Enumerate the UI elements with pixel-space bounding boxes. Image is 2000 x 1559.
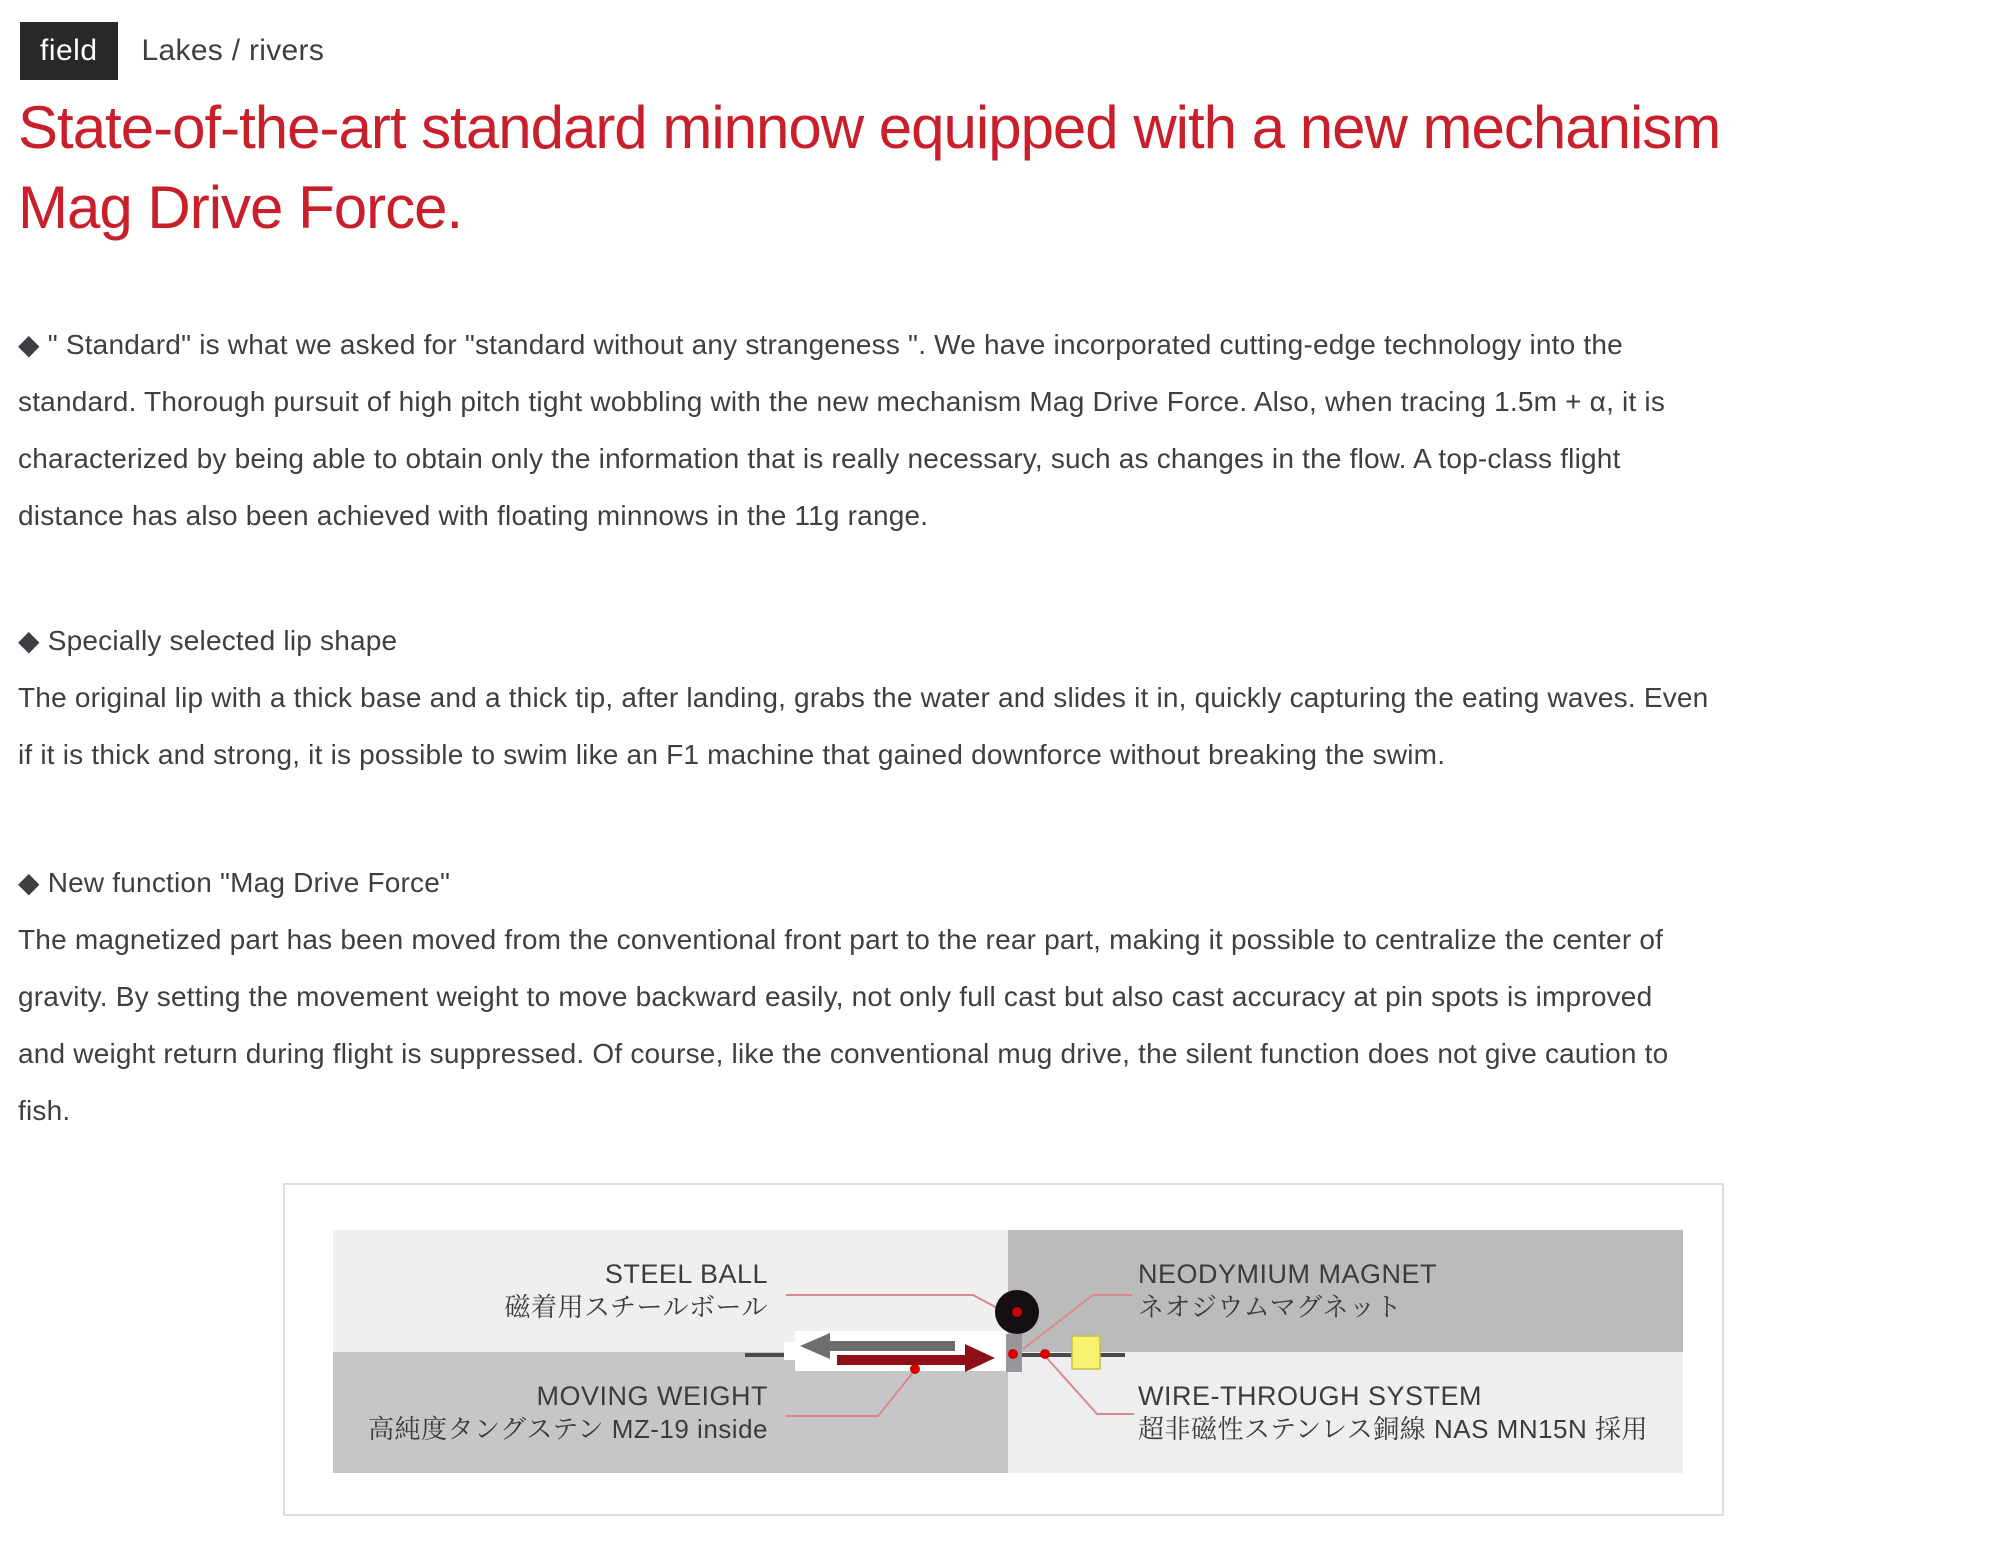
- meta-row: [20, 22, 324, 80]
- label-wire-through: [1138, 1380, 1648, 1446]
- wire-through-label-en: WIRE-THROUGH SYSTEM: [1138, 1381, 1482, 1411]
- wire-dot-1: [1008, 1349, 1018, 1359]
- field-category-label: Lakes / rivers: [141, 34, 325, 67]
- mag-drive-force-figure: [283, 1183, 1724, 1516]
- label-steel-ball: [505, 1258, 768, 1324]
- label-neodymium-magnet: [1138, 1258, 1437, 1324]
- steel-ball-dot: [1012, 1307, 1022, 1317]
- steel-ball-label-jp: 磁着用スチールボール: [504, 1292, 768, 1322]
- steel-ball-label-en: STEEL BALL: [604, 1259, 768, 1289]
- label-moving-weight: [368, 1380, 768, 1446]
- moving-weight-connector-line: [786, 1370, 915, 1416]
- neodymium-magnet-label-en: NEODYMIUM MAGNET: [1138, 1259, 1438, 1289]
- field-badge: field: [20, 22, 118, 80]
- neodymium-magnet-icon: [1072, 1336, 1100, 1369]
- moving-weight-dot: [910, 1364, 920, 1374]
- paragraph-lip-shape: ◆ Specially selected lip shape The original lip with a thick base and a thick tip, after landing, grabs the water and slides it in, quickly capturing the eating waves. Even if it is thick and strong, it is possible to swim like an F1 machine that gained downforce without breaking the swim.: [18, 625, 1709, 770]
- moving-weight-label-en: MOVING WEIGHT: [536, 1381, 768, 1411]
- page-title: State-of-the-art standard minnow equipped with a new mechanism Mag Drive Force.: [18, 94, 1721, 241]
- moving-weight-label-jp: 高純度タングステン MZ-19 inside: [368, 1414, 768, 1444]
- steel-ball-connector-line: [786, 1295, 999, 1309]
- paragraph-standard: ◆ " Standard" is what we asked for "standard without any strangeness ". We have incorporated cutting-edge technology into the standard. Thorough pursuit of high pitch tight wobbling with the new mechanism Mag Drive Force. Also, when tracing 1.5m + α, it is characterized by being able to obtain only the information that is really necessary, such as changes in the flow. A top-class flight distance has also been achieved with floating minnows in the 11g range.: [18, 329, 1666, 531]
- paragraph-mag-drive-force: ◆ New function "Mag Drive Force" The magnetized part has been moved from the conventional front part to the rear part, making it possible to centralize the center of gravity. By setting the movement weight to move backward easily, not only full cast but also cast accuracy at pin spots is improved and weight return during flight is suppressed. Of course, like the conventional mug drive, the silent function does not give caution to fish.: [18, 867, 1669, 1126]
- figure-panel: [333, 1230, 1683, 1473]
- neodymium-magnet-label-jp: ネオジウムマグネット: [1138, 1292, 1402, 1322]
- wire-dot-2: [1040, 1349, 1050, 1359]
- wire-through-label-jp: 超非磁性ステンレス銅線 NAS MN15N 採用: [1138, 1414, 1649, 1444]
